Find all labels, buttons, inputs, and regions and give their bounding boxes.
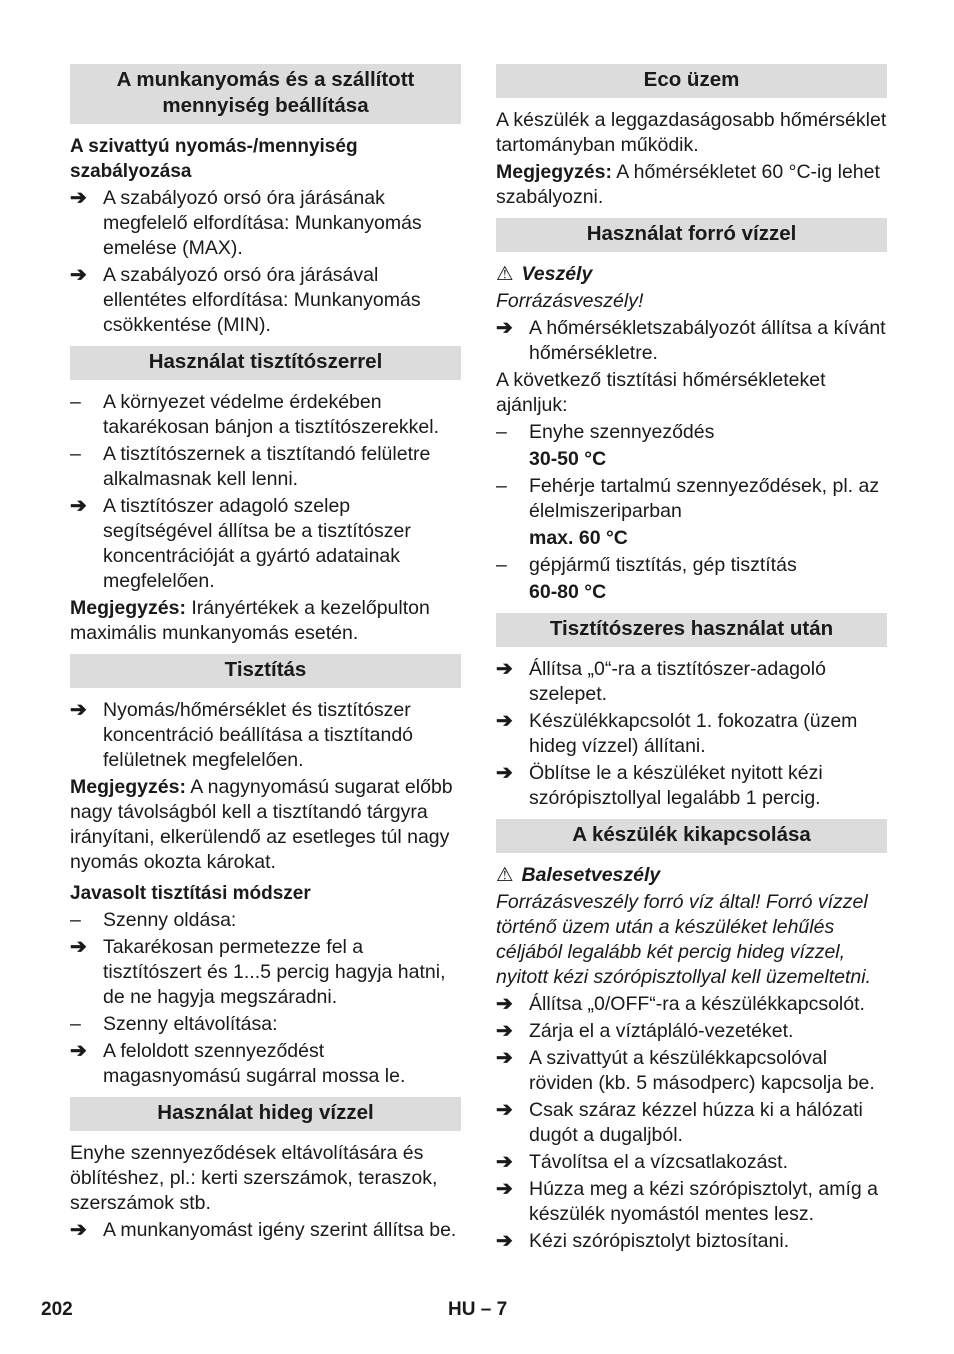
list-item-text: Szenny oldása: bbox=[103, 909, 237, 931]
list-item-text: A szabályozó orsó óra járásának megfelelő elfordítása: Munkanyomás emelése (MAX). bbox=[103, 187, 422, 259]
danger-text: Forrázásveszély! bbox=[496, 290, 644, 312]
list-item bbox=[496, 474, 887, 524]
list-item-text: Enyhe szennyeződés bbox=[529, 421, 715, 443]
list-item bbox=[70, 698, 461, 773]
subheading: Javasolt tisztítási módszer bbox=[70, 883, 311, 904]
list-item-text: Állítsa „0/OFF“-ra a készülékkapcsolót. bbox=[529, 993, 865, 1015]
list-item bbox=[496, 1046, 887, 1096]
section-heading: A munkanyomás és a szállított mennyiség beállítása bbox=[70, 64, 461, 124]
note-paragraph bbox=[496, 160, 887, 210]
list-item bbox=[70, 263, 461, 338]
list-item-text: Csak száraz kézzel húzza ki a hálózati dugót a dugaljból. bbox=[529, 1099, 863, 1146]
list-item-text: Zárja el a víztápláló-vezetéket. bbox=[529, 1020, 794, 1042]
arrow-right-icon: ➔ bbox=[496, 317, 513, 339]
list-item-text: A hőmérsékletszabályozót állítsa a kívánt hőmérsékletre. bbox=[529, 317, 886, 364]
dash-bullet: – bbox=[70, 1013, 81, 1035]
paragraph: Enyhe szennyeződések eltávolítására és öblítéshez, pl.: kerti szerszámok, teraszok, szerszámok stb. bbox=[70, 1142, 438, 1214]
list-item bbox=[496, 1019, 887, 1044]
arrow-right-icon: ➔ bbox=[496, 1099, 513, 1121]
danger-label bbox=[496, 863, 887, 888]
list-item bbox=[496, 761, 887, 811]
list-item bbox=[70, 908, 461, 933]
list-item bbox=[496, 316, 887, 366]
list-item bbox=[496, 1150, 887, 1175]
left-column bbox=[70, 64, 461, 1245]
note-text: A hőmérsékletet 60 °C-ig lehet szabályozni. bbox=[496, 161, 880, 208]
warning-triangle-icon: ⚠ bbox=[496, 864, 514, 886]
section-heading: Tisztítószeres használat után bbox=[496, 613, 887, 647]
arrow-right-icon: ➔ bbox=[70, 936, 87, 958]
note-paragraph bbox=[70, 596, 461, 646]
arrow-right-icon: ➔ bbox=[70, 699, 87, 721]
temperature-value: 60-80 °C bbox=[529, 581, 607, 603]
section-heading: Használat tisztítószerrel bbox=[70, 346, 461, 380]
arrow-right-icon: ➔ bbox=[496, 1020, 513, 1042]
list-item bbox=[70, 1012, 461, 1037]
list-item bbox=[70, 186, 461, 261]
warning-triangle-icon: ⚠ bbox=[496, 263, 514, 285]
list-item-text: A tisztítószer adagoló szelep segítségével állítsa be a tisztítószer koncentrációját a gyártó adatainak megfelelően. bbox=[103, 495, 411, 592]
section-heading: Használat forró vízzel bbox=[496, 218, 887, 252]
right-column bbox=[496, 64, 887, 1256]
list-item bbox=[496, 553, 887, 578]
list-item bbox=[70, 935, 461, 1010]
list-item-text: A szivattyút a készülékkapcsolóval röviden (kb. 5 másodperc) kapcsolja be. bbox=[529, 1047, 875, 1094]
list-item-text: A tisztítószernek a tisztítandó felületre alkalmasnak kell lenni. bbox=[103, 443, 431, 490]
arrow-right-icon: ➔ bbox=[70, 1040, 87, 1062]
arrow-right-icon: ➔ bbox=[496, 658, 513, 680]
arrow-right-icon: ➔ bbox=[496, 1151, 513, 1173]
arrow-right-icon: ➔ bbox=[496, 762, 513, 784]
arrow-right-icon: ➔ bbox=[496, 993, 513, 1015]
list-item-text: A szabályozó orsó óra járásával ellentétes elfordítása: Munkanyomás csökkentése (MIN). bbox=[103, 264, 421, 336]
dash-bullet: – bbox=[70, 443, 81, 465]
note-paragraph bbox=[70, 775, 461, 875]
list-item bbox=[70, 442, 461, 492]
list-item bbox=[70, 494, 461, 594]
dash-bullet: – bbox=[496, 475, 507, 497]
paragraph: A következő tisztítási hőmérsékleteket ajánljuk: bbox=[496, 369, 826, 416]
language-page-label: HU – 7 bbox=[448, 1299, 508, 1320]
list-item-text: Fehérje tartalmú szennyeződések, pl. az élelmiszeriparban bbox=[529, 475, 880, 522]
arrow-right-icon: ➔ bbox=[496, 1047, 513, 1069]
dash-bullet: – bbox=[496, 421, 507, 443]
list-item bbox=[496, 1098, 887, 1148]
list-item bbox=[496, 420, 887, 445]
list-item-text: Öblítse le a készüléket nyitott kézi szórópisztollyal legalább 1 percig. bbox=[529, 762, 823, 809]
danger-title: Veszély bbox=[521, 263, 593, 285]
danger-text: Forrázásveszély forró víz által! Forró vízzel történő üzem után a készüléket lehűlés céljából legalább két percig hideg vízzel, nyitott kézi szórópisztollyal kell üzemeltetni. bbox=[496, 891, 871, 988]
section-heading: Eco üzem bbox=[496, 64, 887, 98]
arrow-right-icon: ➔ bbox=[70, 495, 87, 517]
note-label: Megjegyzés: bbox=[496, 161, 612, 183]
subheading: A szivattyú nyomás-/mennyiség szabályozása bbox=[70, 136, 358, 182]
arrow-right-icon: ➔ bbox=[70, 187, 87, 209]
paragraph: A készülék a leggazdaságosabb hőmérséklet tartományban működik. bbox=[496, 109, 887, 156]
list-item-text: A feloldott szennyeződést magasnyomású sugárral mossa le. bbox=[103, 1040, 406, 1087]
danger-title: Balesetveszély bbox=[521, 864, 661, 886]
list-item-text: Távolítsa el a vízcsatlakozást. bbox=[529, 1151, 789, 1173]
list-item-text: Kézi szórópisztolyt biztosítani. bbox=[529, 1230, 790, 1252]
temperature-value: 30-50 °C bbox=[529, 448, 607, 470]
list-item-text: A munkanyomást igény szerint állítsa be. bbox=[103, 1219, 457, 1241]
list-item-text: Állítsa „0“-ra a tisztítószer-adagoló szelepet. bbox=[529, 658, 826, 705]
list-item-text: Szenny eltávolítása: bbox=[103, 1013, 278, 1035]
temperature-value: max. 60 °C bbox=[529, 527, 628, 549]
list-item-text: Nyomás/hőmérséklet és tisztítószer koncentráció beállítása a tisztítandó felületnek megfelelően. bbox=[103, 699, 414, 771]
dash-bullet: – bbox=[70, 391, 81, 413]
note-label: Megjegyzés: bbox=[70, 597, 186, 619]
arrow-right-icon: ➔ bbox=[496, 1230, 513, 1252]
list-item bbox=[70, 1039, 461, 1089]
list-item bbox=[496, 1229, 887, 1254]
note-label: Megjegyzés: bbox=[70, 776, 186, 798]
section-heading: A készülék kikapcsolása bbox=[496, 819, 887, 853]
list-item bbox=[496, 1177, 887, 1227]
list-item bbox=[496, 709, 887, 759]
note-text: A nagynyomású sugarat előbb nagy távolságból kell a tisztítandó tárgyra irányítani, elkerülendő az esetleges túl nagy nyomás okozta károkat. bbox=[70, 776, 453, 873]
list-item-text: gépjármű tisztítás, gép tisztítás bbox=[529, 554, 797, 576]
section-heading: Használat hideg vízzel bbox=[70, 1097, 461, 1131]
dash-bullet: – bbox=[70, 909, 81, 931]
arrow-right-icon: ➔ bbox=[70, 264, 87, 286]
list-item bbox=[496, 992, 887, 1017]
list-item-text: Takarékosan permetezze fel a tisztítószert és 1...5 percig hagyja hatni, de ne hagyja megszáradni. bbox=[103, 936, 446, 1008]
arrow-right-icon: ➔ bbox=[496, 1178, 513, 1200]
page-number: 202 bbox=[41, 1299, 73, 1320]
list-item bbox=[70, 1218, 461, 1243]
list-item-text: A környezet védelme érdekében takarékosan bánjon a tisztítószerekkel. bbox=[103, 391, 440, 438]
list-item bbox=[496, 657, 887, 707]
arrow-right-icon: ➔ bbox=[496, 710, 513, 732]
list-item-text: Húzza meg a kézi szórópisztolyt, amíg a készülék nyomástól mentes lesz. bbox=[529, 1178, 878, 1225]
danger-label bbox=[496, 262, 887, 287]
dash-bullet: – bbox=[496, 554, 507, 576]
note-text: Irányértékek a kezelőpulton maximális munkanyomás esetén. bbox=[70, 597, 430, 644]
list-item bbox=[70, 390, 461, 440]
section-heading: Tisztítás bbox=[70, 654, 461, 688]
list-item-text: Készülékkapcsolót 1. fokozatra (üzem hideg vízzel) állítani. bbox=[529, 710, 858, 757]
arrow-right-icon: ➔ bbox=[70, 1219, 87, 1241]
